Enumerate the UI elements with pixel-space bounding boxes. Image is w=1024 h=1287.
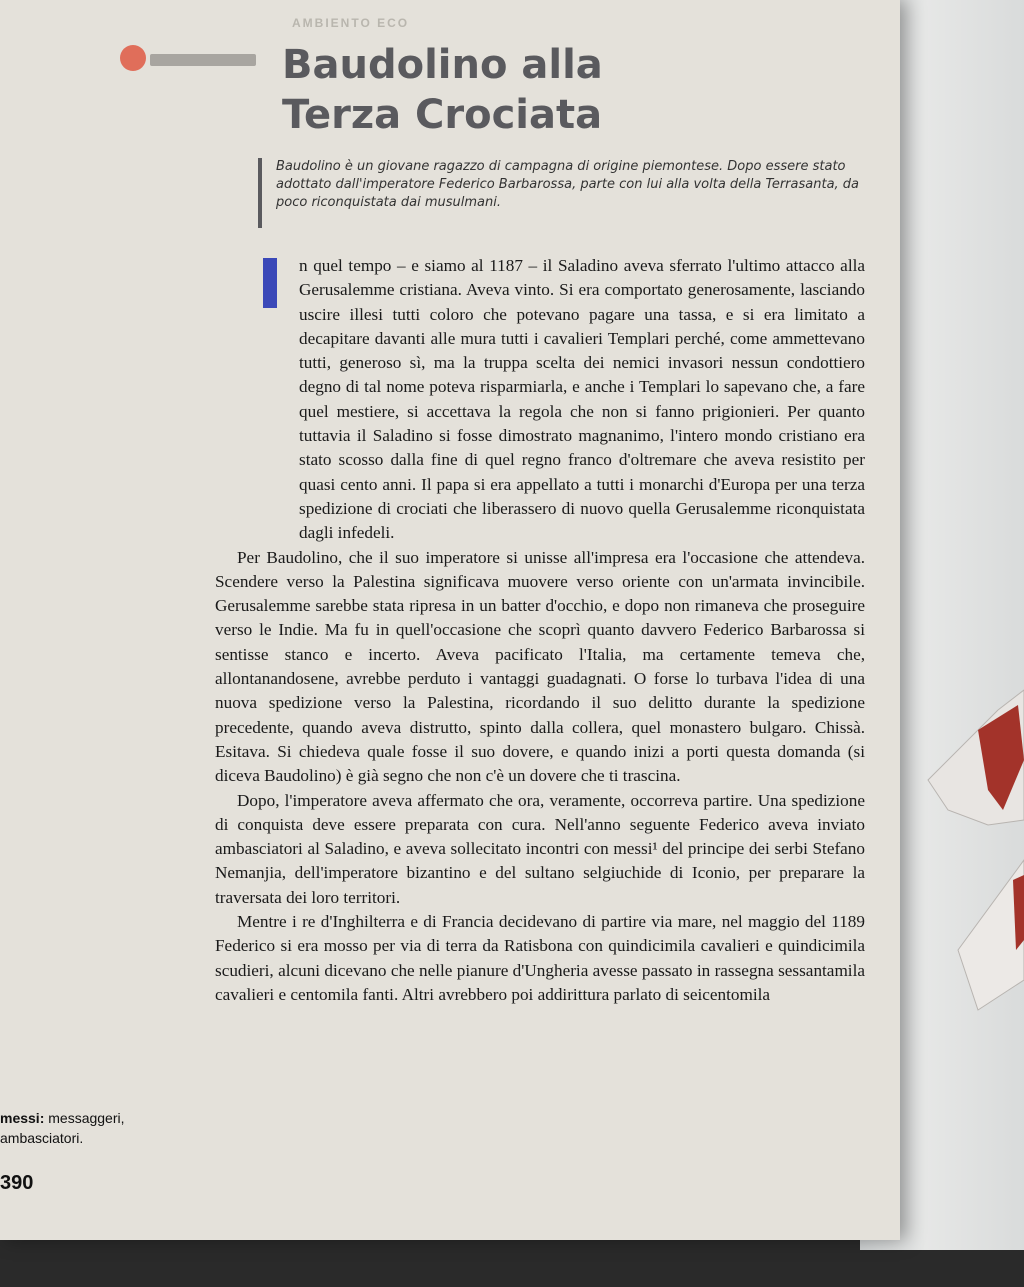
section-tag: [150, 54, 256, 66]
footnote-definition: messaggeri, ambasciatori.: [0, 1110, 125, 1146]
title-line-2: Terza Crociata: [282, 92, 603, 138]
page-title: [282, 40, 702, 140]
section-badge-icon: [120, 45, 146, 71]
intro-text: Baudolino è un giovane ragazzo di campagna di origine piemontese. Dopo essere stato adottato dall'imperatore Federico Barbarossa, parte con lui alla volta della Terrasanta, da poco riconquistata dai musulmani.: [276, 159, 860, 210]
title-line-1: Baudolino alla: [282, 42, 603, 88]
page-number: 390: [0, 1172, 34, 1194]
paragraph-2: Per Baudolino, che il suo imperatore si unisse all'impresa era l'occasione che attendeva. Scendere verso la Palestina significava muovere verso oriente con un'armata invincibile. Gerusalemme sarebbe stata ripresa in un batter d'occhio, e dopo non rimaneva che proseguire verso le Indie. Ma fu in quell'occasione che scoprì quanto davvero Federico Barbarossa si sentisse stanco e incerto. Aveva pacificato l'Italia, ma certamente temeva che, allontanandosene, avrebbe perduto i vantaggi guadagnati. O forse lo turbava l'idea di una nuova spedizione verso la Palestina, ricordando il suo delitto durante la spedizione precedente, quando aveva distrutto, spinto dalla collera, quel monastero bulgaro. Chissà. Esitava. Si chiedeva quale fosse il suo dovere, e quando inizi a porti questa domanda (si diceva Baudolino) è già segno che non c'è un dovere che ti trascina.: [215, 547, 865, 786]
banner-illustration: [918, 650, 1024, 1040]
footnote: [0, 1108, 200, 1148]
intro-box: [258, 158, 874, 228]
section-label: AMBIENTO ECO: [292, 16, 410, 30]
paragraph-4: Mentre i re d'Inghilterra e di Francia decidevano di partire via mare, nel maggio del 1189 Federico si era mosso per via di terra da Ratisbona con quindicimila cavalieri e quindicimila scudieri, alcuni dicevano che nelle pianure d'Ungheria avesse passato in rassegna sessantamila cavalieri e centomila fanti. Altri avrebbero poi addirittura parlato di seicentomila: [215, 912, 865, 1004]
footnote-term: messi:: [0, 1110, 45, 1126]
body-text: [215, 254, 865, 1007]
paragraph-1: n quel tempo – e siamo al 1187 – il Saladino aveva sferrato l'ultimo attacco alla Gerusalemme cristiana. Aveva vinto. Si era comportato generosamente, lasciando uscire illesi tutti coloro che potevano pagare una tassa, e si era limitato a decapitare davanti alle mura tutti i cavalieri Templari perché, come ammettevano tutti, generoso sì, ma la truppa scelta dei nemici invasori nessun condottiero degno di tal nome poteva risparmiarla, e anche i Templari lo sapevano che, a fare quel mestiere, si accettava la regola che non si fanno prigionieri. Per quanto tuttavia il Saladino si fosse dimostrato magnanimo, l'intero mondo cristiano era stato scosso dalla fine di quel regno franco d'oltremare che aveva resistito per quasi cento anni. Il papa si era appellato a tutti i monarchi d'Europa per una terza spedizione di crociati che liberassero di nuovo quella Gerusalemme riconquistata dagli infedeli.: [299, 256, 865, 543]
paragraph-3: Dopo, l'imperatore aveva affermato che ora, veramente, occorreva partire. Una spedizione di conquista deve essere preparata con cura. Nell'anno seguente Federico aveva inviato ambasciatori al Saladino, e aveva sollecitato incontri con messi¹ del principe dei serbi Stefano Nemanjia, dell'imperatore bizantino e del sultano selgiuchide di Iconio, per preparare la traversata dei loro territori.: [215, 790, 865, 907]
